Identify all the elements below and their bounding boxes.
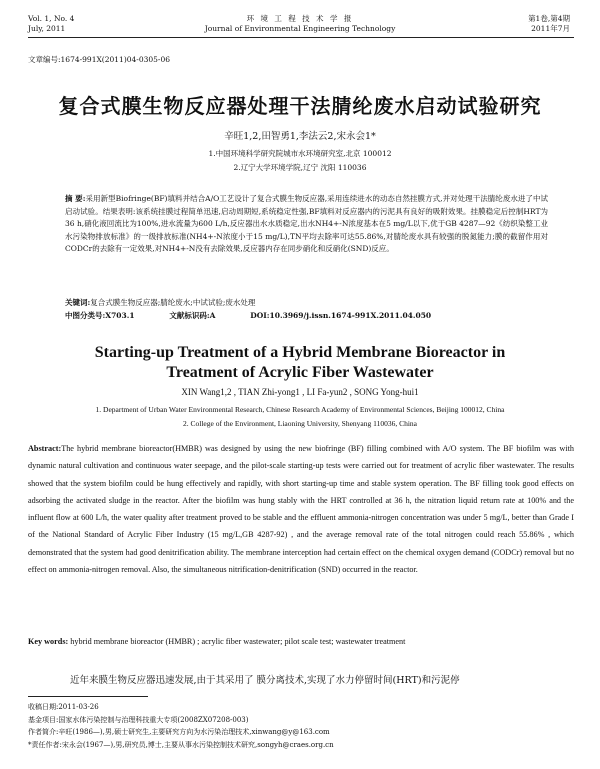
abstract-cn-text: 采用新型Biofringe(BF)填料并结合A/O工艺设计了复合式膜生物反应器,采用连续进水的动态自然挂膜方式,并对处理干法腈纶废水进了中试启动试验。结果表明:该系统挂膜过程简单迅速,启动周期短,系统稳定性强,BF填料对反应器内的污泥具有良好的吸附效果。挂膜稳定后控制HRT为36 h,硝化液回流比为100%,进水流量为600 L/h,反应器出水水质稳定,出水NH4+-N浓度基本在5 mg/L以下,优于GB 4287—92《纺织染整工业水污染物排放标准》的一级排放标准(NH4+-N浓度小于15 mg/L),TN平均去除率可达55.86%,对腈纶废水具有较强的脱氮能力;膜的截留作用对CODCr的去除有一定效果,对NH4+-N没有去除效果,反应器内存在同步硝化和反硝化(SND)反应。 (65, 194, 548, 253)
journal-name-en: Journal of Environmental Engineering Technology (204, 24, 396, 33)
abstract-en (28, 440, 574, 578)
keywords-en-label: Key words: (28, 637, 69, 646)
abstract-en-text: The hybrid membrane bioreactor(HMBR) was designed by using the new biofringe (BF) filling combined with A/O system. The BF biofilm was with dynamic natural cultivation and continuous water seepage, and the pilot-scale starting-up tests were carried out for treatment of acrylic fiber wastewater. The results showed that the system biofilm could be hung effectively and rapidly, with short starting-up time and stable system operation. The BF filling took good effects on adsorbing the activated sludge in the reactor. After the biofilm was hung stably with the HRT controlled at 36 h, the nitration liquid return rate at 100% and the influent flow at 600 L/h, the water quality after treatment proved to be stable and the effluent ammonia-nitrogen concentration was under 5 mg/L, better than Grade I of the National Standard of Acrylic Fiber Industry (15 mg/L,GB 4287-92) , and the average removal rate of the total nitrogen could reach 55.86% , which demonstrated that the system had good denitrification ability. The membrane interception had certain effect on the chemical oxygen demand (CODCr) removal but no effect on ammonia-nitrogen removal. Also, the simultaneous nitrification-denitrification (SND) occurred in the reactor. (28, 444, 574, 575)
running-header-center (0, 14, 600, 34)
keywords-en (28, 637, 574, 646)
title-en (0, 343, 600, 383)
keywords-en-text: hybrid membrane bioreactor (HMBR) ; acrylic fiber wastewater; pilot scale test; wastewater treatment (70, 637, 406, 646)
keywords-cn-text: 复合式膜生物反应器;腈纶废水;中试试验;废水处理 (90, 298, 256, 307)
affiliation-en-2: 2. College of the Environment, Liaoning University, Shenyang 110036, China (183, 419, 417, 428)
affiliation-cn-2: 2.辽宁大学环境学院,辽宁 沈阳 110036 (233, 163, 367, 172)
footnote-author-bio: 作者简介:辛旺(1986—),男,硕士研究生,主要研究方向为水污染治理技术,xinwang@y@163.com (28, 728, 330, 736)
running-header-right (528, 14, 570, 34)
footnotes (28, 701, 334, 751)
affiliation-en-1: 1. Department of Urban Water Environmental Research, Chinese Research Academy of Environmental Sciences, Beijing 100012, China (95, 405, 505, 414)
journal-name-cn: 环 境 工 程 技 术 学 报 (246, 14, 354, 23)
abstract-en-label: Abstract: (28, 444, 62, 453)
classification-cn: 中图分类号:X703.1 (65, 311, 135, 320)
authors-cn: 辛旺1,2,田智勇1,李法云2,宋永会1* (224, 131, 376, 142)
doc-code-cn: 文献标识码:A (169, 311, 216, 320)
doi: DOI:10.3969/j.issn.1674-991X.2011.04.050 (250, 311, 432, 320)
title-en-line-2: Treatment of Acrylic Fiber Wastewater (166, 364, 434, 381)
body-text-start: 近年来膜生物反应器迅速发展,由于其采用了 膜分离技术,实现了水力停留时间(HRT)和污泥停 (70, 675, 460, 686)
affiliation-cn-1: 1.中国环境科学研究院城市水环境研究室,北京 100012 (208, 149, 392, 158)
footnote-funding: 基金项目:国家水体污染控制与治理科技重大专项(2008ZX07208-003) (28, 715, 249, 724)
classification-line (65, 310, 548, 322)
volume-issue-cn: 第1卷,第4期 (528, 14, 570, 23)
title-cn: 复合式膜生物反应器处理干法腈纶废水启动试验研究 (58, 94, 542, 118)
authors-en: XIN Wang1,2 , TIAN Zhi-yong1 , LI Fa-yun2 , SONG Yong-hui1 (181, 387, 419, 397)
abstract-cn-label: 摘 要: (65, 194, 86, 203)
footnote-corresponding: *责任作者:宋永会(1967—),男,研究员,博士,主要从事水污染控制技术研究,songyh@craes.org.cn (28, 740, 334, 749)
article-id: 文章编号:1674-991X(2011)04-0305-06 (28, 55, 170, 64)
publication-date-en: July, 2011 (28, 24, 66, 33)
header-rule (28, 37, 574, 38)
footnote-rule (28, 696, 148, 697)
footnote-received: 收稿日期:2011-03-26 (28, 703, 99, 711)
title-en-line-1: Starting-up Treatment of a Hybrid Membrane Bioreactor in (94, 344, 506, 361)
keywords-cn (65, 297, 548, 309)
keywords-cn-label: 关键词: (65, 298, 91, 307)
publication-date-cn: 2011年7月 (531, 24, 570, 33)
volume-issue: Vol. 1, No. 4 (28, 14, 75, 23)
abstract-cn (65, 193, 548, 256)
